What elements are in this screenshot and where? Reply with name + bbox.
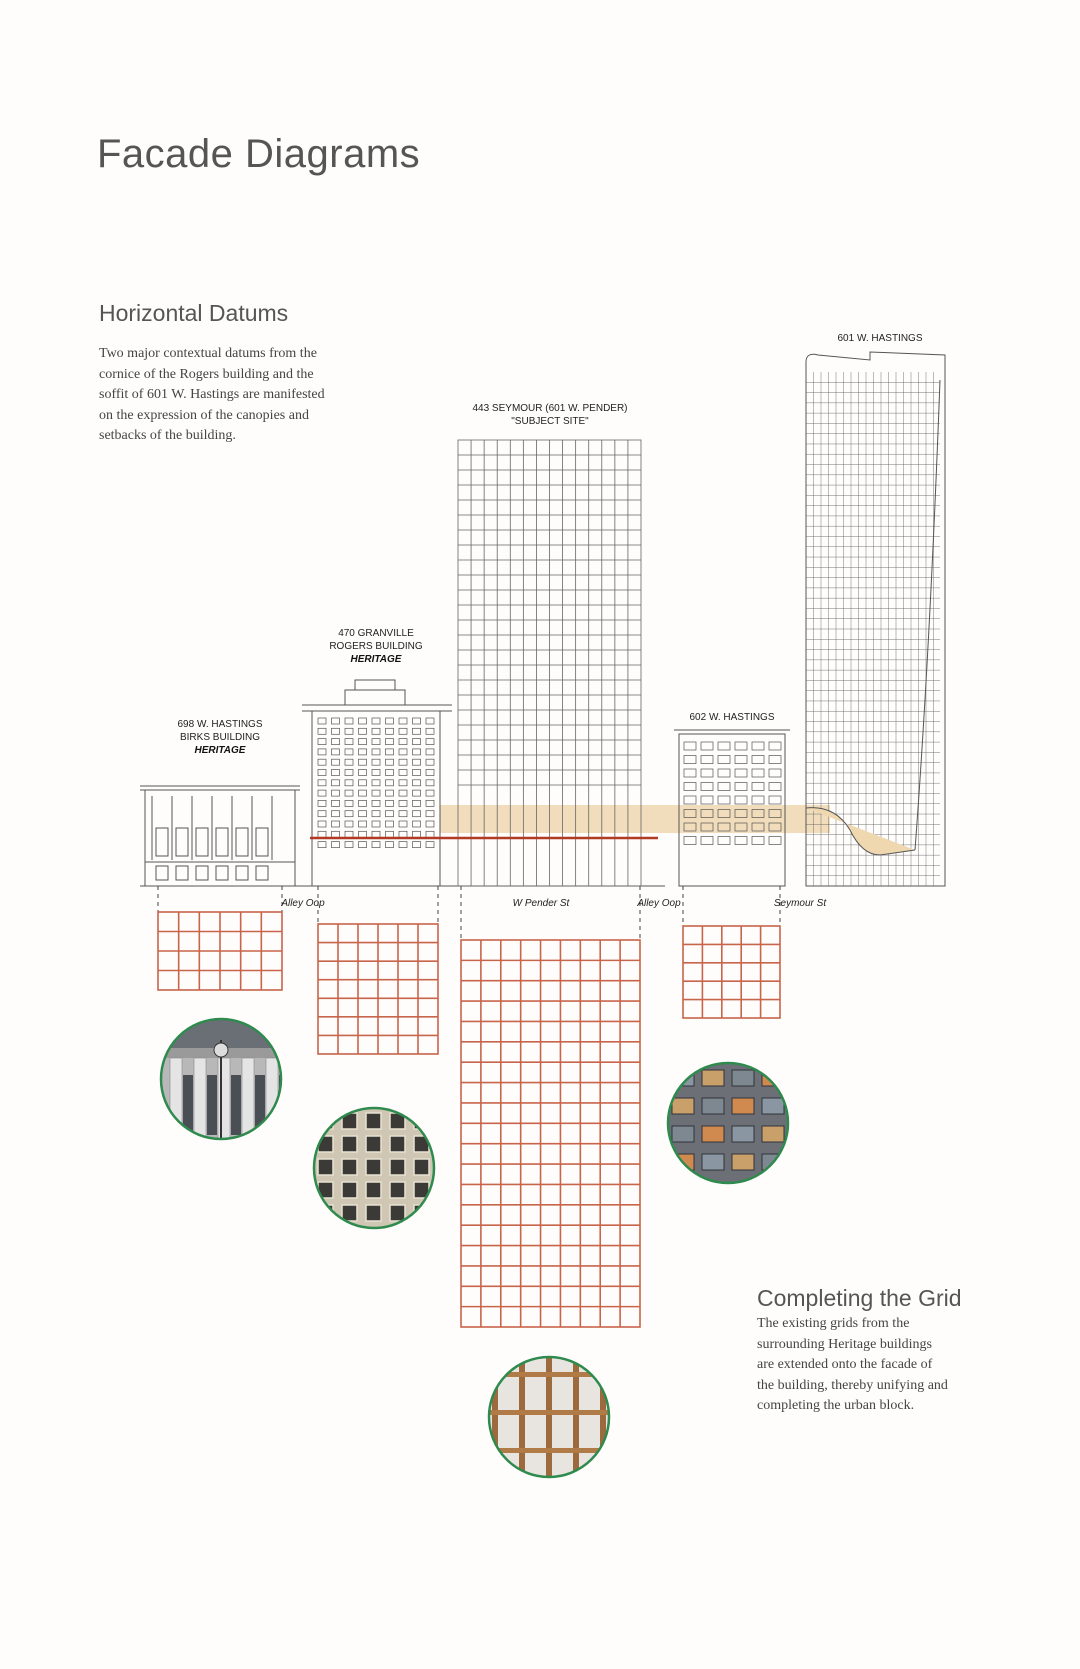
birks-tag: HERITAGE	[194, 745, 246, 756]
rogers-label-1: 470 GRANVILLE	[338, 628, 414, 639]
street-seymour: Seymour St	[773, 898, 827, 909]
completing-grid-body: The existing grids from the surrounding Heritage buildings are extended onto the facade of the building, thereby unifying and completing the urban block.	[757, 1316, 948, 1413]
page-title: Facade Diagrams	[97, 132, 421, 176]
rogers-tag: HERITAGE	[350, 654, 402, 665]
street-alley-2: Alley Oop	[637, 898, 681, 909]
street-pender: W Pender St	[512, 898, 570, 909]
horizontal-datums-title: Horizontal Datums	[99, 300, 289, 326]
subject-grid-orange	[461, 940, 640, 1327]
subject-photo-circle	[488, 1356, 610, 1478]
rogers-building	[302, 680, 452, 886]
w602-grid	[683, 926, 780, 1018]
subject-label-2: "SUBJECT SITE"	[511, 416, 589, 427]
birks-building	[140, 786, 300, 886]
w602-label: 602 W. HASTINGS	[689, 712, 775, 723]
subject-label-1: 443 SEYMOUR (601 W. PENDER)	[472, 403, 628, 414]
birks-grid	[158, 912, 282, 990]
birks-photo-circle	[160, 1018, 289, 1140]
birks-label-1: 698 W. HASTINGS	[177, 719, 263, 730]
rogers-label-2: ROGERS BUILDING	[329, 641, 423, 652]
w601-label: 601 W. HASTINGS	[837, 333, 923, 344]
street-alley-1: Alley Oop	[281, 898, 325, 909]
completing-grid-title: Completing the Grid	[757, 1285, 962, 1311]
horizontal-datums-body: Two major contextual datums from the cornice of the Rogers building and the soffit of 601 W. Hastings are manifested on the expression of the canopies and setbacks of the building.	[99, 346, 325, 443]
birks-label-2: BIRKS BUILDING	[179, 732, 261, 743]
w602-photo-circle	[667, 1062, 789, 1184]
rogers-grid	[318, 924, 438, 1054]
rogers-photo-circle	[313, 1107, 435, 1229]
